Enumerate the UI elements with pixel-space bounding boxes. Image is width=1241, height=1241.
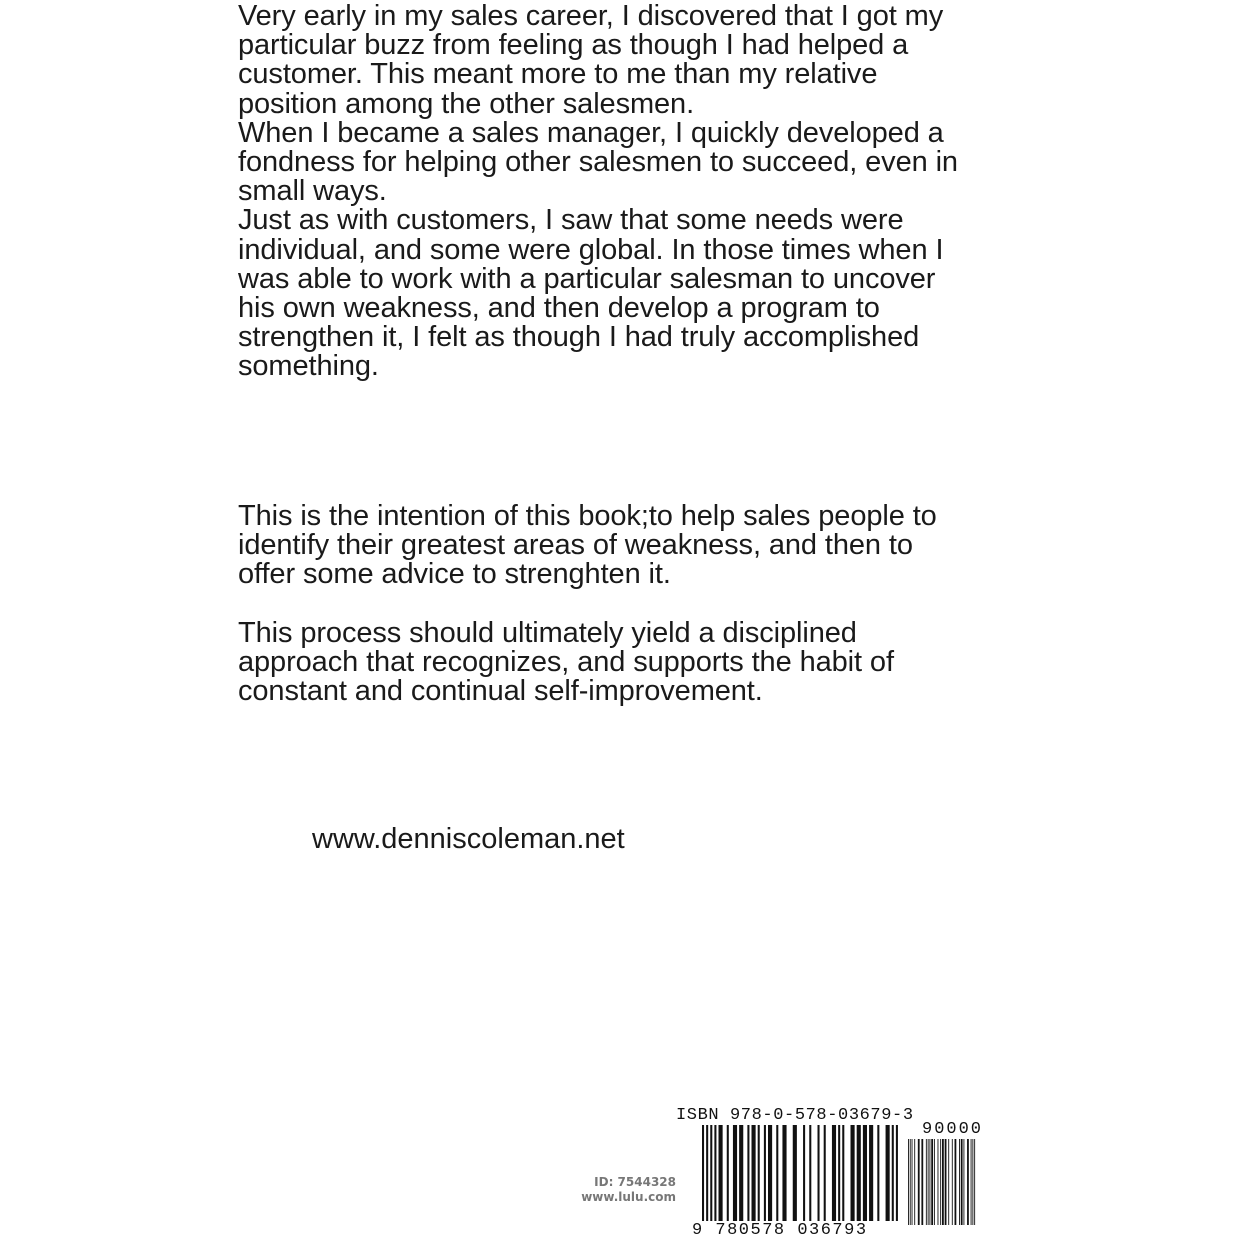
barcode-bar: [739, 1125, 743, 1221]
barcode-bar: [971, 1139, 972, 1225]
paragraph-intention: This is the intention of this book;to help sales people to identify their greatest areas of weakness, and then to offer some advice to strenghten it.: [238, 500, 937, 591]
barcode-bar: [714, 1125, 716, 1221]
barcode-bar: [952, 1139, 953, 1225]
barcode-bar: [912, 1139, 913, 1225]
barcode-bar: [929, 1139, 930, 1225]
barcode-bar: [809, 1125, 811, 1221]
barcode-bar: [793, 1125, 797, 1221]
barcode-bar: [974, 1139, 975, 1225]
barcode-bar: [918, 1139, 920, 1225]
isbn-label: ISBN 978-0-578-03679-3: [676, 1106, 914, 1125]
barcode-bar: [776, 1125, 778, 1221]
barcode-bar: [945, 1139, 947, 1225]
paragraph-process: This process should ultimately yield a disciplined approach that recognizes, and supports the habit of constant and continual self-improvement.: [238, 617, 894, 708]
barcode-bar: [758, 1125, 760, 1221]
barcode-bar: [869, 1125, 873, 1221]
barcode-bar: [914, 1139, 915, 1225]
blurb-paragraph-intention: [238, 502, 1018, 590]
barcode-bar: [832, 1125, 836, 1221]
paragraph-sales-manager: When I became a sales manager, I quickly developed a fondness for helping other salesmen to succeed, even in small ways.: [238, 116, 958, 208]
barcode-bar: [961, 1139, 963, 1225]
ean-digits: 9 780578 036793: [692, 1221, 868, 1240]
barcode-bar: [959, 1139, 960, 1225]
barcode-bar: [926, 1139, 927, 1225]
publisher-id: ID: 7544328: [594, 1175, 676, 1189]
barcode-bar: [851, 1125, 855, 1221]
barcode-bar: [934, 1139, 935, 1225]
barcode-bar: [782, 1125, 786, 1221]
barcode-bar: [803, 1125, 805, 1221]
barcode-bar: [863, 1125, 867, 1221]
paragraph-customers-needs: Just as with customers, I saw that some needs were individual, and some were global. In those times when I was able to work with a particular salesman to uncover his own weakness, and then develop a program to strengthen it, I felt as though I had truly accomplished something.: [238, 204, 944, 383]
barcode-bar: [764, 1125, 766, 1221]
barcode-bar: [824, 1125, 826, 1221]
barcode-bar: [921, 1139, 923, 1225]
barcode-bar: [938, 1139, 939, 1225]
barcode-bar: [733, 1125, 737, 1221]
barcode-bar: [910, 1139, 911, 1225]
barcode-bar: [877, 1125, 879, 1221]
barcode-bar: [857, 1125, 861, 1221]
blurb-paragraphs-top: [238, 2, 1018, 382]
publisher-info: [556, 1175, 676, 1205]
barcode-bar: [768, 1125, 772, 1221]
publisher-site: www.lulu.com: [581, 1190, 676, 1204]
isbn-barcode-block: [676, 1106, 1006, 1241]
barcode-bar: [963, 1139, 964, 1225]
blurb-paragraph-process: [238, 619, 1018, 707]
barcode-bar: [972, 1139, 973, 1225]
barcode-bar: [727, 1125, 729, 1221]
ean-barcode-icon: [702, 1125, 902, 1225]
barcode-bar: [747, 1125, 749, 1221]
barcode-bar: [967, 1139, 969, 1225]
addon-barcode-icon: [908, 1139, 978, 1225]
barcode-bar: [931, 1139, 933, 1225]
price-code: 90000: [922, 1120, 984, 1139]
barcode-bar: [706, 1125, 708, 1221]
barcode-bar: [818, 1125, 820, 1221]
barcode-bar: [940, 1139, 941, 1225]
barcode-bar: [908, 1139, 909, 1225]
barcode-bar: [955, 1139, 957, 1225]
barcode-bar: [752, 1125, 756, 1221]
barcode-bar: [886, 1125, 890, 1221]
barcode-bar: [842, 1125, 844, 1221]
barcode-bar: [928, 1139, 929, 1225]
barcode-bar: [896, 1125, 898, 1221]
barcode-bar: [838, 1125, 840, 1221]
barcode-bar: [948, 1139, 949, 1225]
paragraph-sales-career: Very early in my sales career, I discovered that I got my particular buzz from feeling as though I had helped a customer. This meant more to me than my relative position among the other salesmen.: [238, 0, 944, 120]
barcode-bar: [719, 1125, 723, 1221]
barcode-bar: [892, 1125, 894, 1221]
barcode-bar: [710, 1125, 712, 1221]
barcode-bar: [942, 1139, 944, 1225]
author-website: www.denniscoleman.net: [312, 823, 625, 855]
barcode-bar: [702, 1125, 704, 1221]
